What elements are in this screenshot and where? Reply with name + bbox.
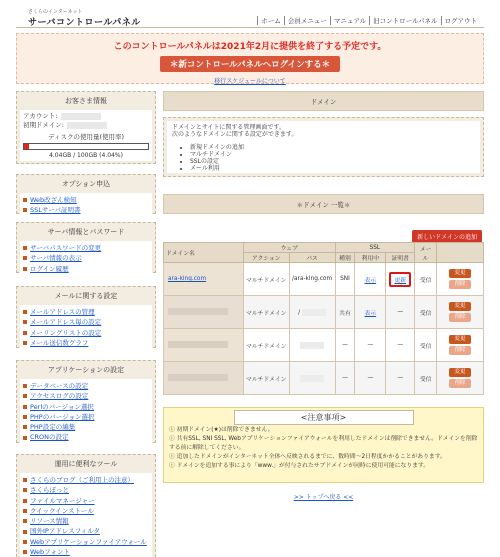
bullet-icon: [23, 425, 27, 429]
feature-item: • 新規ドメインの追加: [190, 144, 475, 151]
menu-access-log[interactable]: アクセスログの設定: [23, 391, 149, 401]
feature-item: • メール利用: [190, 165, 475, 172]
disk-usage-value: 4.04GB / 100GB (4.04%): [49, 152, 123, 159]
change-button[interactable]: 変更: [449, 335, 471, 344]
menu-file-manager[interactable]: ファイルマネージャー: [23, 496, 149, 506]
delete-button[interactable]: 削除: [449, 379, 471, 388]
action-cell: マルチドメイン: [243, 296, 289, 329]
caution-line: 初期ドメイン(★)は削除できません。: [176, 427, 274, 433]
tools-box: [16, 454, 156, 557]
mail-cell: 受信: [415, 329, 437, 362]
domain-name: ara-king.com: [164, 263, 244, 296]
ssl-show-link[interactable]: 表示: [364, 277, 377, 284]
bullet-icon: [23, 540, 27, 544]
col-type: 種別: [335, 253, 355, 263]
ssl-in-use-cell: —: [355, 329, 386, 362]
action-cell: マルチドメイン: [243, 263, 289, 296]
header: [16, 6, 484, 28]
change-button[interactable]: 変更: [449, 269, 471, 278]
menu-mail-per-address[interactable]: メールアドレス毎の設定: [23, 317, 149, 327]
main-content: [163, 91, 484, 386]
caution-line: 共有SSL, SNI SSL, Webアプリケーションファイアウォールを利用したドメインは削除できません。ドメインを削除する前に解除してください。: [169, 436, 478, 451]
panel-logo[interactable]: サーバコントロールパネル: [28, 18, 141, 28]
bullet-icon: [23, 310, 27, 314]
domain-label: 初期ドメイン:: [23, 121, 64, 129]
caution-title: <注意事項>: [234, 410, 414, 425]
account-value-redacted: [61, 113, 101, 120]
action-cell: マルチドメイン: [243, 329, 289, 362]
menu-sakurapot[interactable]: さくらぽっと: [23, 485, 149, 495]
tools-title: 運用に便利なツール: [54, 460, 118, 468]
cert-cell: [386, 263, 415, 296]
options-title: オプション申込: [61, 180, 111, 188]
migration-schedule-link[interactable]: 移行スケジュールについて: [214, 78, 286, 85]
col-ssl: SSL: [335, 243, 415, 253]
mail-settings-title: メールに関する設定: [54, 292, 118, 300]
notice-message: このコントロールパネルは2021年2月に提供を終了する予定です。: [113, 42, 387, 52]
caution-line: ドメインを追加する事により「www.」が付与されたサブドメインが同時に使用可能になります。: [176, 463, 430, 470]
cert-cell: —: [386, 296, 415, 329]
back-to-top-link[interactable]: >> トップへ戻る <<: [293, 494, 354, 501]
table-row: [164, 362, 484, 395]
col-path: パス: [289, 253, 335, 263]
mail-settings-box: [16, 286, 156, 348]
feature-item: • SSLの設定: [190, 158, 475, 165]
page-title: ドメイン: [163, 91, 484, 111]
change-button[interactable]: 変更: [449, 368, 471, 377]
description-box: [163, 117, 484, 177]
delete-button[interactable]: 削除: [449, 280, 471, 289]
domain-name: [164, 329, 244, 362]
ssl-type-cell: 共有: [335, 296, 355, 329]
domain-table: [163, 242, 484, 395]
account-label: アカウント:: [23, 112, 58, 120]
bullet-icon: [23, 415, 27, 419]
info-icon: ⓘ: [169, 427, 177, 433]
disk-usage-bar: [23, 143, 149, 150]
mail-cell: 受信: [415, 296, 437, 329]
bullet-icon: [23, 384, 27, 388]
bullet-icon: [23, 267, 27, 271]
bullet-icon: [23, 488, 27, 492]
mail-cell: 受信: [415, 263, 437, 296]
bullet-icon: [23, 246, 27, 250]
table-row: [164, 296, 484, 329]
caution-line: 追加したドメインがインターネット全体へ反映されるまでに、数時間〜2日程度かかることがあります。: [176, 453, 446, 460]
table-row: [164, 329, 484, 362]
menu-php-version[interactable]: PHPのバージョン選択: [23, 412, 149, 422]
path-cell: /: [289, 296, 335, 329]
path-redacted: [300, 375, 324, 382]
bullet-icon: [23, 530, 27, 534]
menu-mail-graph[interactable]: メール送信数グラフ: [23, 338, 149, 348]
description-text: ドメインとサイトに関する管理画面です。 次のようなドメインに関する設定ができます。: [172, 124, 298, 139]
delete-button[interactable]: 削除: [449, 313, 471, 322]
nav-member-menu[interactable]: 会員メニュー: [284, 16, 330, 25]
bullet-icon: [23, 256, 27, 260]
info-icon: ⓘ: [169, 463, 177, 470]
options-box: [16, 174, 156, 214]
customer-info-box: [16, 91, 156, 164]
cert-renew-highlight: [389, 272, 411, 287]
domain-redacted: [168, 374, 228, 381]
menu-web-font[interactable]: Webフォント: [23, 547, 149, 557]
col-web: ウェブ: [243, 243, 335, 253]
bullet-icon: [23, 509, 27, 513]
server-info-box: [16, 222, 156, 273]
menu-php-settings[interactable]: PHP設定の編集: [23, 422, 149, 432]
server-info-title: サーバ情報とパスワード: [47, 228, 125, 236]
disk-usage-fill: [24, 144, 29, 149]
domain-name: [164, 296, 244, 329]
feature-item: • マルチドメイン: [190, 151, 475, 158]
nav-logout[interactable]: ログアウト: [441, 16, 481, 25]
menu-ip-filter[interactable]: 国外IPアドレスフィルタ: [23, 526, 149, 536]
domain-redacted: [168, 341, 228, 348]
path-cell: [289, 329, 335, 362]
table-row: [164, 263, 484, 296]
path-cell: /ara-king.com: [289, 263, 335, 296]
menu-mail-address[interactable]: メールアドレスの管理: [23, 307, 149, 317]
col-mail: メール: [415, 243, 437, 263]
menu-cron[interactable]: CRONの設定: [23, 432, 149, 442]
cert-cell: —: [386, 362, 415, 395]
app-settings-title: アプリケーションの設定: [47, 366, 125, 374]
col-cert: 証明書: [386, 253, 415, 263]
ssl-type-cell: —: [335, 329, 355, 362]
ssl-in-use-cell: —: [355, 362, 386, 395]
path-redacted: [302, 309, 326, 316]
ssl-show-link[interactable]: 表示: [364, 310, 377, 317]
menu-server-info[interactable]: サーバ情報の表示: [23, 253, 149, 263]
bullet-icon: [23, 320, 27, 324]
brand-small: さくらのインターネット: [28, 9, 83, 15]
bullet-icon: [23, 341, 27, 345]
cert-cell: —: [386, 329, 415, 362]
menu-login-history[interactable]: ログイン履歴: [23, 264, 149, 274]
menu-ssl-certificate[interactable]: SSLサーバ証明書: [23, 205, 149, 215]
ssl-type-cell: SNI: [335, 263, 355, 296]
end-of-service-notice: [16, 33, 484, 84]
customer-info-title: お客さま情報: [65, 97, 107, 105]
menu-quick-install[interactable]: クイックインストール: [23, 506, 149, 516]
domain-list-title: ＊ドメイン 一覧＊: [163, 194, 484, 214]
info-icon: ⓘ: [169, 436, 177, 443]
col-action: アクション: [243, 253, 289, 263]
bullet-icon: [23, 405, 27, 409]
delete-button[interactable]: 削除: [449, 346, 471, 355]
path-cell: [289, 362, 335, 395]
change-button[interactable]: 変更: [449, 302, 471, 311]
nav-manual[interactable]: マニュアル: [330, 16, 369, 25]
bullet-icon: [23, 499, 27, 503]
feature-list: [190, 144, 475, 173]
bullet-icon: [23, 394, 27, 398]
bullet-icon: [23, 198, 27, 202]
nav-old-panel[interactable]: 旧コントロールパネル: [369, 16, 440, 25]
add-domain-button[interactable]: 新しいドメインの追加: [412, 230, 482, 243]
cert-renew-link[interactable]: 更新: [394, 277, 407, 284]
caution-box: [163, 407, 484, 483]
col-domain: ドメイン名: [164, 243, 244, 263]
menu-database[interactable]: データベースの設定: [23, 381, 149, 391]
bullet-icon: [23, 331, 27, 335]
ssl-in-use-cell: [355, 296, 386, 329]
menu-mailing-list[interactable]: メーリングリストの設定: [23, 328, 149, 338]
ssl-in-use-cell: [355, 263, 386, 296]
action-cell: マルチドメイン: [243, 362, 289, 395]
bullet-icon: [23, 519, 27, 523]
domain-redacted: [168, 308, 228, 315]
domain-name: [164, 362, 244, 395]
bullet-icon: [23, 550, 27, 554]
mail-cell: 受信: [415, 362, 437, 395]
menu-perl-version[interactable]: Perlのバージョン選択: [23, 402, 149, 412]
bullet-icon: [23, 208, 27, 212]
bullet-icon: [23, 478, 27, 482]
menu-server-password[interactable]: サーバパスワードの変更: [23, 243, 149, 253]
top-nav: [257, 16, 480, 25]
app-settings-box: [16, 360, 156, 443]
menu-resource-info[interactable]: リソース情報: [23, 516, 149, 526]
nav-home[interactable]: ホーム: [257, 16, 284, 25]
menu-waf[interactable]: Webアプリケーションファイアウォール: [23, 537, 149, 547]
menu-sakura-blog[interactable]: さくらのブログ（ご利用上の注意）: [23, 475, 149, 485]
path-redacted: [300, 342, 324, 349]
col-in-use: 利用中: [355, 253, 386, 263]
disk-usage-label: ディスクの使用量(使用率): [47, 133, 125, 141]
domain-value-redacted: [67, 122, 107, 129]
info-icon: ⓘ: [169, 453, 177, 460]
menu-web-tamper-detection[interactable]: Web改ざん検知: [23, 195, 149, 205]
new-panel-login-button[interactable]: ＊新コントロールパネルへログインする＊: [160, 56, 340, 72]
ssl-type-cell: —: [335, 362, 355, 395]
bullet-icon: [23, 436, 27, 440]
